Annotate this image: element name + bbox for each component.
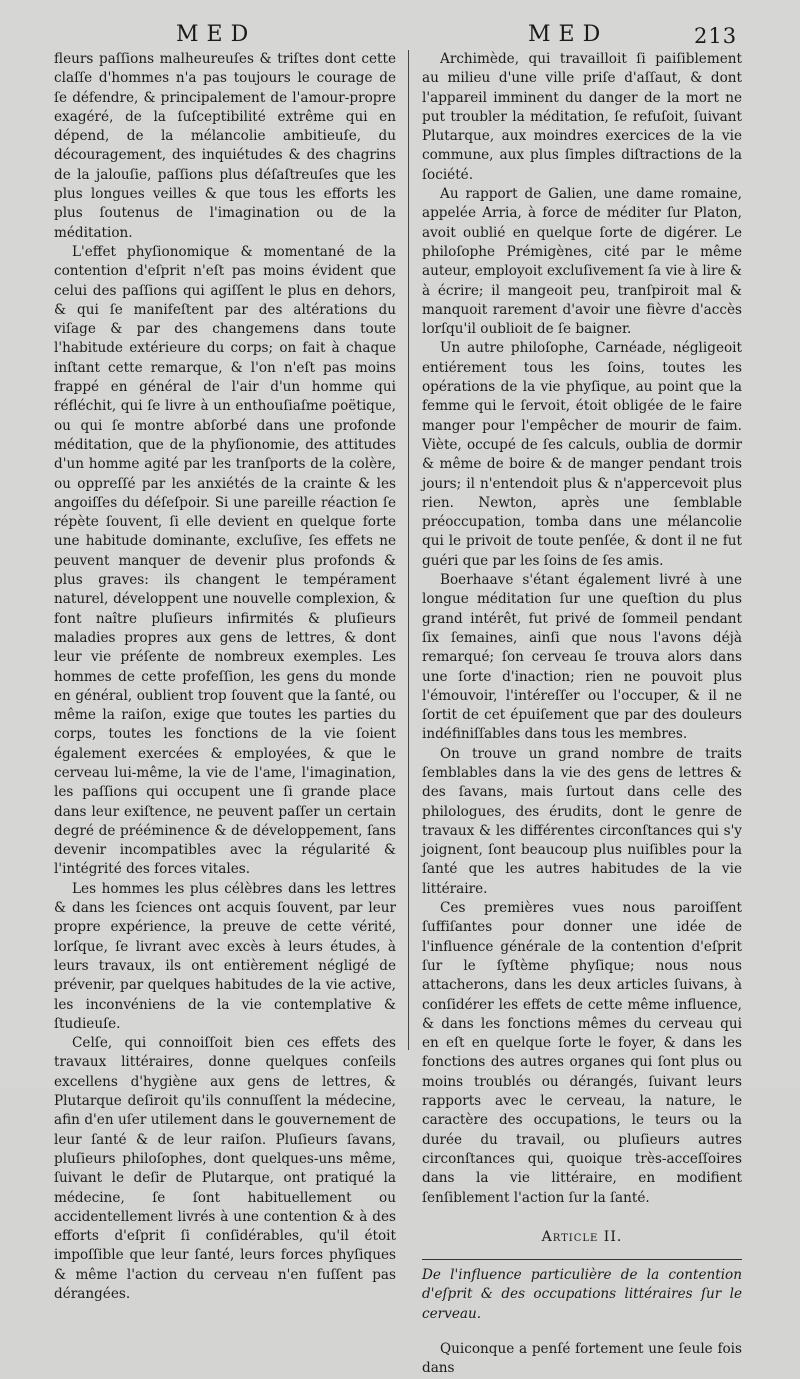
header-right-word: MED — [528, 22, 609, 47]
paragraph: L'effet phyſionomique & momentané de la contention d'eſprit n'eſt pas moins évident que celui des paſſions qui agiſſent le plus en dehors, & qui ſe manifeſtent par des altérations du viſage & par des changemens dans toute l'habitude extérieure du corps; on fait à chaque inſtant cette remarque, & l'on n'eſt pas moins frappé en général de l'air d'un homme qui réfléchit, qui ſe livre à un enthouſiaſme poëtique, ou qui ſe montre abſorbé dans une profonde méditation, que de la phyſionomie, des attitudes d'un homme agité par les tranſports de la colère, ou oppreſſé par les anxiétés de la crainte & les angoiſſes du déſeſpoir. Si une pareille réaction ſe répète ſouvent, ſi elle devient en quelque forte une habitude dominante, excluſive, ſes effets ne peuvent manquer de devenir plus profonds & plus graves: ils changent le tempérament naturel, développent une nouvelle complexion, & font naître pluſieurs infirmités & pluſieurs maladies propres aux gens de lettres, & dont leur vie préſente de nombreux exemples. Les hommes de cette profeſſion, les gens du monde en général, oublient trop ſouvent que la ſanté, ou même la raiſon, exige que toutes les parties du corps, toutes les fonctions de la vie ſoient également exercées & employées, & que le cerveau lui-même, la vie de l'ame, l'imagination, les paſſions qui occupent une ſi grande place dans leur exiſtence, ne peuvent paſſer un certain degré de prééminence & de développement, ſans devenir incompatibles avec la régularité & l'intégrité des forces vitales. — [54, 243, 396, 878]
paragraph: Au rapport de Galien, une dame romaine, appelée Arria, à force de méditer ſur Platon, avoit oublié en quelque ſorte de digérer. Le philoſophe Prémigènes, cité par le même auteur, employoit excluſivement ſa vie à lire & à écrire; il mangeoit peu, tranſpiroit mal & manquoit rarement d'avoir une fièvre d'accès lorſqu'il oublioit de ſe baigner. — [422, 186, 742, 338]
article-heading: Article II. — [541, 1228, 623, 1245]
paragraph: Archimède, qui travailloit ſi paiſiblement au milieu d'une ville priſe d'aſſaut, & dont l'appareil imminent du danger de la mort ne put troubler la méditation, ſe refuſoit, ſuivant Plutarque, aux moindres exercices de la vie commune, aux plus ſimples diſtractions de la ſociété. — [422, 51, 742, 183]
header-left-word: MED — [176, 22, 257, 47]
article-subtitle: De l'influence particulière de la contention d'eſprit & des occupations littéraires ſur le cerveau. — [422, 1267, 742, 1322]
page-number: 213 — [694, 24, 738, 48]
running-header — [0, 22, 800, 52]
paragraph: Les hommes les plus célèbres dans les lettres & dans les ſciences ont acquis ſouvent, par leur propre expérience, la preuve de cette vérité, lorſque, ſe livrant avec excès à leurs études, à leurs travaux, ils ont entièrement négligé de prévenir, par quelques habitudes de la vie active, les inconvéniens de la vie contemplative & ſtudieuſe. — [54, 880, 396, 1032]
left-column — [54, 50, 396, 1304]
paragraph: Celſe, qui connoiſſoit bien ces effets des travaux littéraires, donne quelques conſeils excellens d'hygiène aux gens de lettres, & Plutarque deſiroit qu'ils connuſſent la médecine, afin d'en uſer utilement dans le gouvernement de leur ſanté & de leur raiſon. Pluſieurs ſavans, pluſieurs philoſophes, dont quelques-uns même, ſuivant le deſir de Plutarque, ont pratiqué la médecine, ſe ſont habituellement ou accidentellement livrés à une contention & à des efforts d'eſprit ſi conſidérables, qu'il étoit impoſſible que leur ſanté, leurs forces phyſiques & même l'action du cerveau n'en fuſſent pas dérangées. — [54, 1035, 396, 1302]
right-column — [422, 50, 742, 1379]
paragraph: Quiconque a penſé fortement une ſeule fois dans — [422, 1341, 742, 1377]
paragraph: Ces premières vues nous paroiſſent ſuffiſantes pour donner une idée de l'influence générale de la contention d'eſprit ſur le ſyſtème phyſique; nous nous attacherons, dans les deux articles ſuivans, à conſidérer les effets de cette même influence, & dans les fonctions mêmes du cerveau qui en eſt en quelque ſorte le foyer, & dans les fonctions des autres organes qui ſont plus ou moins troublés ou dérangés, ſuivant leurs rapports avec le cerveau, la nature, le caractère des occupations, le teurs ou la durée du travail, ou pluſieurs autres circonſtances qui, quoique très-acceſſoires dans la vie littéraire, en modifient ſenſiblement l'action ſur la ſanté. — [422, 900, 742, 1206]
paragraph: Un autre philoſophe, Carnéade, négligeoit entiérement tous les ſoins, toutes les opérations de la vie phyſique, au point que la femme qui le ſervoit, étoit obligée de le faire manger pour l'empêcher de mourir de faim. Viète, occupé de ſes calculs, oublia de dormir & même de boire & de manger pendant trois jours; il n'entendoit plus & n'appercevoit plus rien. Newton, après une ſemblable préoccupation, tomba dans une mélancolie qui le privoit de toute penſée, & dont il ne fut guéri que par les ſoins de ſes amis. — [422, 340, 742, 569]
paragraph: fleurs paſſions malheureuſes & triſtes dont cette claſſe d'hommes n'a pas toujours le courage de ſe défendre, & principalement de l'amour-propre exagéré, de la ſuſceptibilité extrême qui en dépend, de la mélancolie ambitieuſe, du découragement, des inquiétudes & des chagrins de la jalouſie, paſſions plus déſaſtreuſes que les plus longues veilles & que tous les efforts les plus ſoutenus de l'imagination ou de la méditation. — [54, 51, 396, 241]
heading-rule — [422, 1259, 742, 1260]
column-divider — [408, 50, 409, 1050]
paragraph: Boerhaave s'étant également livré à une longue méditation ſur une queſtion du plus grand intérêt, fut privé de ſommeil pendant ſix ſemaines, ainſi que nous l'avons déjà remarqué; ſon cerveau ſe trouva alors dans une ſorte d'inaction; rien ne pouvoit plus l'émouvoir, l'intéreſſer ou l'occuper, & il ne ſortit de cet épuiſement que par des douleurs indéfiniſſables dans tous les membres. — [422, 572, 742, 743]
paragraph: On trouve un grand nombre de traits ſemblables dans la vie des gens de lettres & des ſavans, mais ſurtout dans celle des philologues, des érudits, dont le genre de travaux & les différentes circonſtances qui s'y joignent, ſont beaucoup plus nuiſibles pour la ſanté que les autres habitudes de la vie littéraire. — [422, 745, 742, 897]
